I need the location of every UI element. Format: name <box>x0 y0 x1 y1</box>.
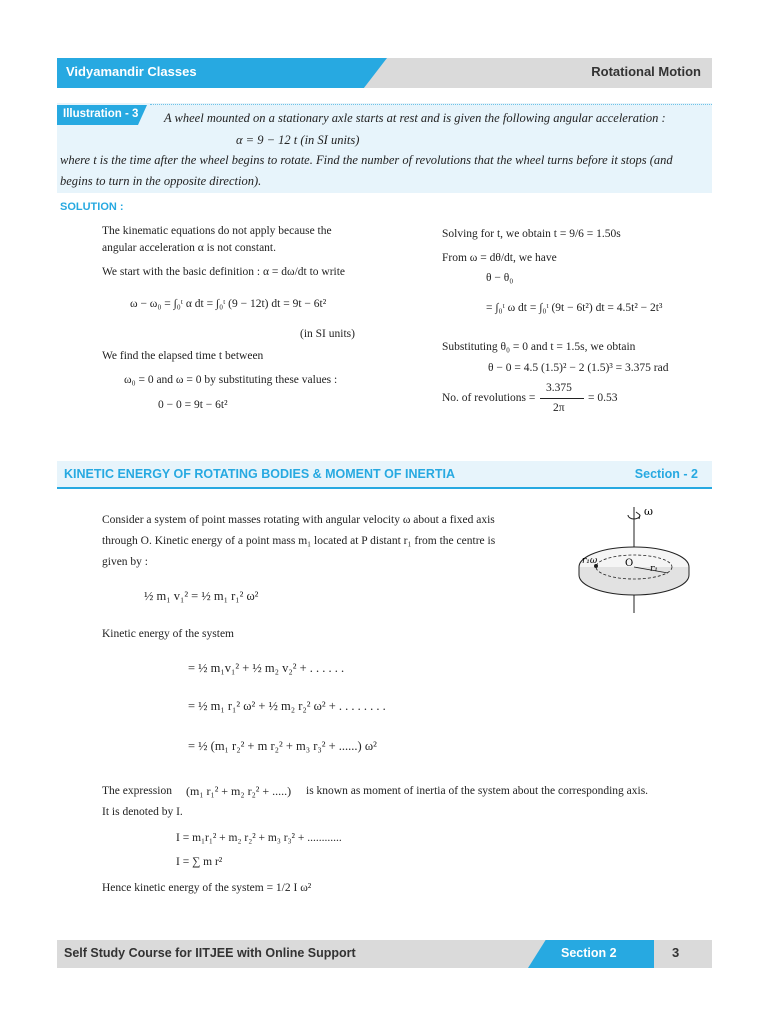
text-line: We find the elapsed time t between <box>102 350 264 362</box>
text-line: Hence kinetic energy of the system = 1/2 I ω² <box>102 882 312 894</box>
section-title: KINETIC ENERGY OF ROTATING BODIES & MOMENT OF INERTIA <box>64 467 455 481</box>
equation: = ½ (m₁ r₂² + m r₂² + m₃ r₃² + ......) ω² <box>188 739 377 753</box>
illustration-text: A wheel mounted on a stationary axle starts at rest and is given the following angular acceleration : <box>164 111 666 125</box>
equation: θ − θ₀ <box>486 272 514 284</box>
text-line: through O. Kinetic energy of a point mass m₁ located at P distant r₁ from the centre is <box>102 535 496 547</box>
equation: I = ∑ m r² <box>176 856 223 868</box>
illustration-text: where t is the time after the wheel begins to rotate. Find the number of revolutions that the wheel turns before it stops (and <box>60 153 673 167</box>
section-number: Section - 2 <box>634 467 698 481</box>
disk-rim <box>579 567 689 595</box>
footer-section: Section 2 <box>561 946 617 960</box>
text-line: is known as moment of inertia of the system about the corresponding axis. <box>306 785 649 797</box>
text-line: Consider a system of point masses rotating with angular velocity ω about a fixed axis <box>102 514 495 526</box>
velocity-label: r₁ω <box>582 556 598 566</box>
illustration-label: Illustration - 3 <box>63 108 139 120</box>
brand-name: Vidyamandir Classes <box>66 64 197 79</box>
radius-label: r₁ <box>650 564 658 574</box>
text-line: Solving for t, we obtain t = 9/6 = 1.50s <box>442 228 621 240</box>
equation: = ∫₀ᵗ ω dt = ∫₀ᵗ (9t − 6t²) dt = 4.5t² − 2t³ <box>486 302 663 314</box>
footer-course: Self Study Course for IITJEE with Online Support <box>64 946 356 960</box>
text-line: ω₀ = 0 and ω = 0 by substituting these values : <box>124 374 338 386</box>
equation: I = m₁r₁² + m₂ r₂² + m₃ r₃² + ............ <box>176 832 342 844</box>
text-line: Substituting θ₀ = 0 and t = 1.5s, we obtain <box>442 341 636 353</box>
text-line: Kinetic energy of the system <box>102 628 235 640</box>
text-line: The kinematic equations do not apply because the <box>102 225 332 237</box>
solution-label: SOLUTION : <box>60 201 124 213</box>
result: = 0.53 <box>588 392 618 404</box>
text-line: No. of revolutions = <box>442 392 536 404</box>
omega-label: ω <box>644 505 653 518</box>
text-line: We start with the basic definition : α = dω/dt to write <box>102 266 346 278</box>
divider <box>150 104 712 105</box>
illustration-equation: α = 9 − 12 t (in SI units) <box>236 133 360 147</box>
text-line: (in SI units) <box>300 328 355 340</box>
text-line: It is denoted by I. <box>102 806 183 818</box>
equation: θ − 0 = 4.5 (1.5)² − 2 (1.5)³ = 3.375 rad <box>488 362 669 374</box>
text-line: given by : <box>102 556 148 568</box>
equation: ω − ω₀ = ∫₀ᵗ α dt = ∫₀ᵗ (9 − 12t) dt = 9t − 6t² <box>130 298 327 310</box>
equation: = ½ m₁v₁² + ½ m₂ v₂² + . . . . . . <box>188 661 345 675</box>
equation: (m₁ r₁² + m₂ r₂² + .....) <box>186 784 292 798</box>
rotating-disk-figure <box>576 505 706 615</box>
page-number: 3 <box>672 945 680 960</box>
illustration-text: begins to turn in the opposite direction). <box>60 174 262 188</box>
text-line: angular acceleration α is not constant. <box>102 242 276 254</box>
origin-label: O <box>625 558 634 569</box>
text-line: The expression <box>102 785 172 797</box>
equation: 0 − 0 = 9t − 6t² <box>158 399 228 411</box>
equation: ½ m₁ v₁² = ½ m₁ r₁² ω² <box>144 589 259 603</box>
fraction-bar <box>540 398 584 399</box>
chapter-title: Rotational Motion <box>591 64 701 79</box>
text-line: From ω = dθ/dt, we have <box>442 252 557 264</box>
fraction-numerator: 3.375 <box>546 382 572 394</box>
fraction-denominator: 2π <box>553 402 565 414</box>
equation: = ½ m₁ r₁² ω² + ½ m₂ r₂² ω² + . . . . . . . . <box>188 699 386 713</box>
